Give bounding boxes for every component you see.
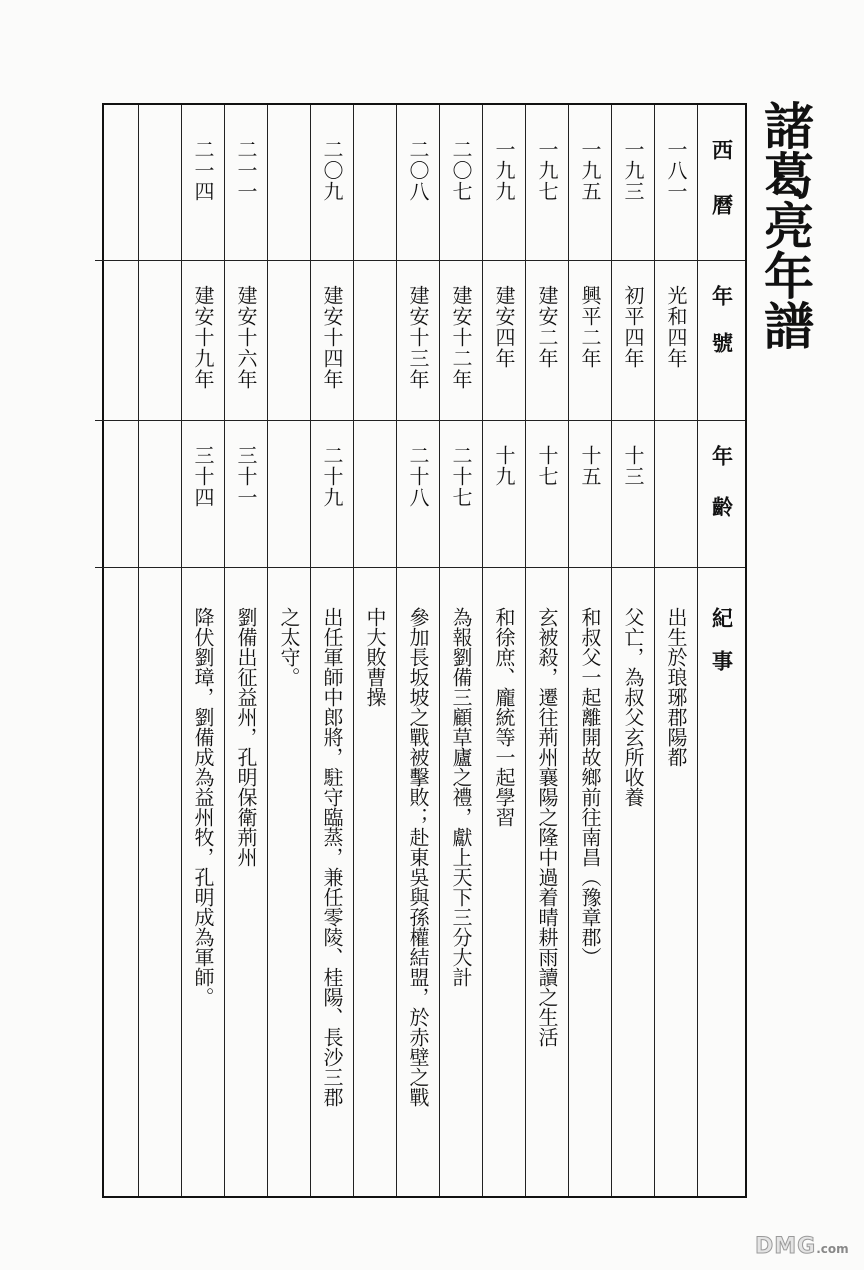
page-title: 諸葛亮年譜 [756,100,815,350]
watermark-logo: DMG.com [755,1234,849,1259]
row-event: 出生於琅琊郡陽都 [664,607,688,767]
table-row [181,105,224,1196]
table-divider [397,420,439,421]
table-row [568,105,611,1196]
row-era: 建安二年 [535,285,559,369]
table-divider [95,260,138,261]
table-divider [397,260,439,261]
header-year: 西曆 [709,139,735,249]
table-divider [139,567,181,568]
table-row [525,105,568,1196]
table-row [439,105,482,1196]
row-era: 建安十四年 [320,285,344,390]
table-divider [139,260,181,261]
table-divider [354,420,396,421]
table-divider [311,420,353,421]
table-divider [526,260,568,261]
table-divider [268,567,310,568]
table-divider [569,260,611,261]
row-age: 二十七 [449,445,473,508]
table-divider [698,260,745,261]
table-divider [526,420,568,421]
row-year: 二〇八 [406,139,430,202]
table-row [654,105,697,1196]
table-divider [483,567,525,568]
table-row [224,105,267,1196]
table-divider [354,567,396,568]
table-divider [268,420,310,421]
table-row [482,105,525,1196]
row-age: 十七 [535,445,559,487]
row-event: 出任軍師中郎將，駐守臨蒸，兼任零陵、桂陽、長沙三郡 [320,607,344,1107]
table-divider [225,260,267,261]
table-divider [612,567,654,568]
row-era: 建安十六年 [234,285,258,390]
row-age: 十三 [621,445,645,487]
chronology-table [102,103,747,1198]
table-divider [268,260,310,261]
row-event: 劉備出征益州，孔明保衛荊州 [234,607,258,867]
table-divider [655,420,697,421]
row-age: 十九 [492,445,516,487]
row-event: 和叔父一起離開故鄉前往南昌（豫章郡） [578,607,602,967]
header-era: 年號 [709,285,735,379]
row-event: 中大敗曹操 [363,607,387,707]
table-divider [182,260,224,261]
row-age: 二十八 [406,445,430,508]
row-event: 之太守。 [277,607,301,687]
table-divider [440,567,482,568]
table-divider [182,420,224,421]
header-age: 年齡 [709,445,735,547]
table-divider [655,260,697,261]
row-era: 建安十三年 [406,285,430,390]
table-divider [440,420,482,421]
row-era: 光和四年 [664,285,688,369]
row-year: 二一四 [191,139,215,202]
table-divider [698,420,745,421]
row-event: 為報劉備三顧草廬之禮，獻上天下三分大計 [449,607,473,987]
table-row [396,105,439,1196]
row-age: 三十一 [234,445,258,508]
row-age: 十五 [578,445,602,487]
table-divider [698,567,745,568]
header-events: 紀事 [709,607,735,693]
table-divider [655,567,697,568]
row-age: 三十四 [191,445,215,508]
table-row [95,105,138,1196]
row-era: 興平二年 [578,285,602,369]
row-year: 一九九 [492,139,516,202]
table-divider [397,567,439,568]
row-year: 二〇九 [320,139,344,202]
table-divider [182,567,224,568]
table-divider [95,567,138,568]
row-era: 初平四年 [621,285,645,369]
table-divider [311,567,353,568]
row-year: 一八一 [664,139,688,202]
row-event: 和徐庶、龐統等一起學習 [492,607,516,827]
row-year: 二〇七 [449,139,473,202]
row-event: 降伏劉璋，劉備成為益州牧，孔明成為軍師。 [191,607,215,1007]
table-row [353,105,396,1196]
table-divider [569,420,611,421]
row-era: 建安四年 [492,285,516,369]
row-year: 一九七 [535,139,559,202]
table-divider [440,260,482,261]
table-divider [483,420,525,421]
row-year: 一九三 [621,139,645,202]
row-age: 二十九 [320,445,344,508]
table-divider [139,420,181,421]
row-era: 建安十二年 [449,285,473,390]
table-header-column [697,105,745,1196]
table-divider [225,567,267,568]
row-event: 玄被殺，遷往荊州襄陽之隆中過着晴耕雨讀之生活 [535,607,559,1047]
table-divider [526,567,568,568]
table-divider [612,260,654,261]
table-row [310,105,353,1196]
table-divider [483,260,525,261]
table-row [138,105,181,1196]
row-year: 二一一 [234,139,258,202]
table-divider [569,567,611,568]
row-era: 建安十九年 [191,285,215,390]
table-divider [612,420,654,421]
row-event: 父亡，為叔父玄所收養 [621,607,645,807]
table-divider [311,260,353,261]
table-divider [354,260,396,261]
row-event: 參加長坂坡之戰被擊敗；赴東吳與孫權結盟，於赤壁之戰 [406,607,430,1107]
table-row [611,105,654,1196]
row-year: 一九五 [578,139,602,202]
table-divider [95,420,138,421]
table-row [267,105,310,1196]
table-divider [225,420,267,421]
